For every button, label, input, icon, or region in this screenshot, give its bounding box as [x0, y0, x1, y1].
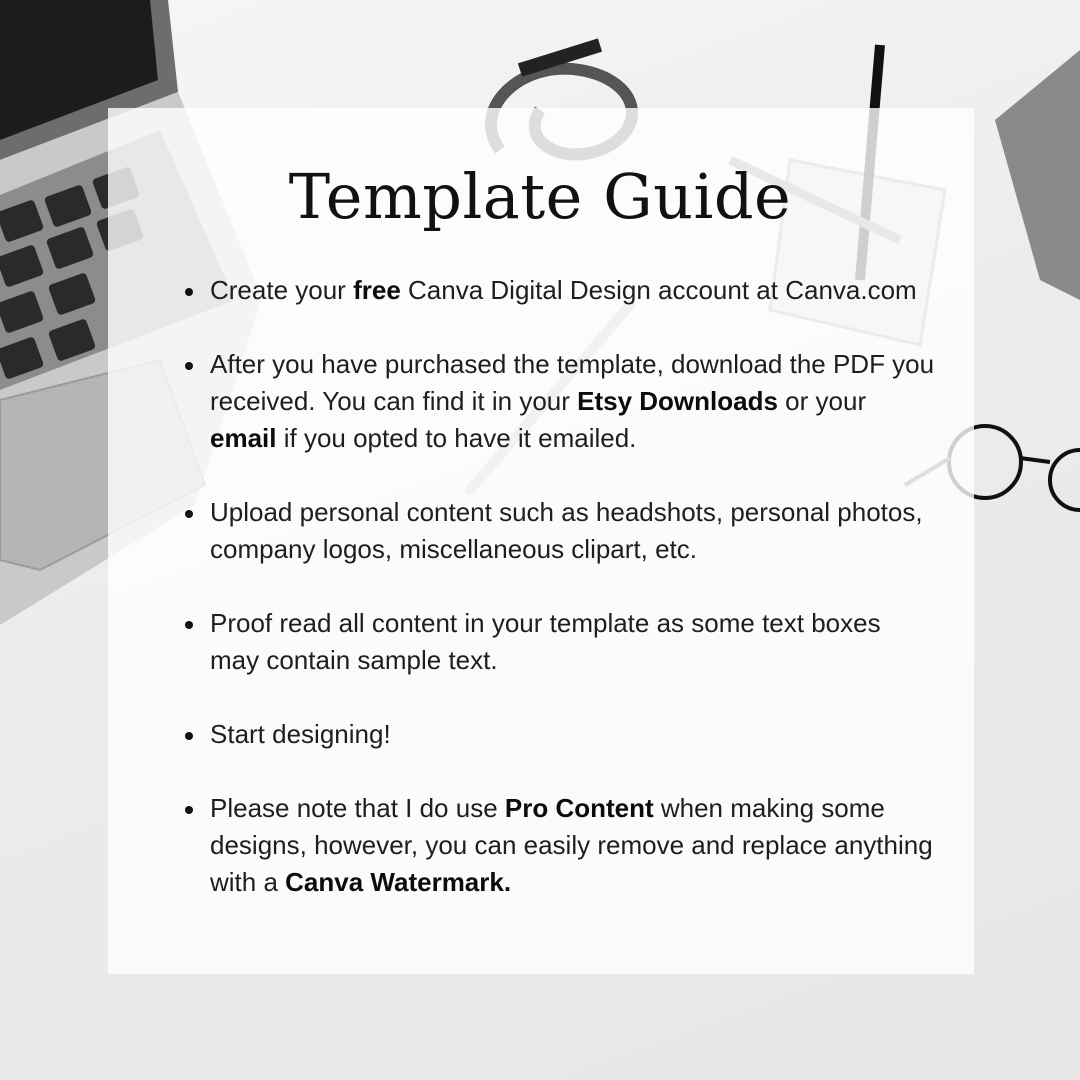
guide-list-item — [185, 716, 935, 753]
guide-list-item — [185, 272, 935, 309]
guide-list-item — [185, 790, 935, 901]
guide-bold-text: Etsy Downloads — [577, 386, 778, 416]
guide-text: After you have purchased the template, download the PDF you received. You can find it in your — [210, 349, 935, 416]
guide-list-item — [185, 494, 935, 568]
guide-list-item — [185, 605, 935, 679]
guide-bold-text: Pro Content — [504, 793, 654, 823]
guide-list-item — [185, 346, 935, 457]
guide-bold-text: free — [353, 275, 401, 305]
guide-text: Upload personal content such as headshots, personal photos, company logos, miscellaneous clipart, etc. — [210, 497, 923, 564]
page-title: Template Guide — [288, 160, 792, 233]
guide-bullet-list — [185, 272, 935, 938]
guide-text: Proof read all content in your template as some text boxes may contain sample text. — [210, 608, 881, 675]
guide-text: Canva Digital Design account at Canva.com — [400, 275, 917, 305]
guide-text: or your — [777, 386, 867, 416]
guide-text: Please note that I do use — [210, 793, 505, 823]
guide-text: Create your — [210, 275, 354, 305]
guide-text: Start designing! — [210, 719, 391, 749]
guide-text: if you opted to have it emailed. — [276, 423, 637, 453]
guide-bold-text: Canva Watermark. — [285, 867, 512, 897]
guide-bold-text: email — [210, 423, 277, 453]
guide-text: when making some designs, however, you can easily remove and replace anything with a — [210, 793, 933, 897]
